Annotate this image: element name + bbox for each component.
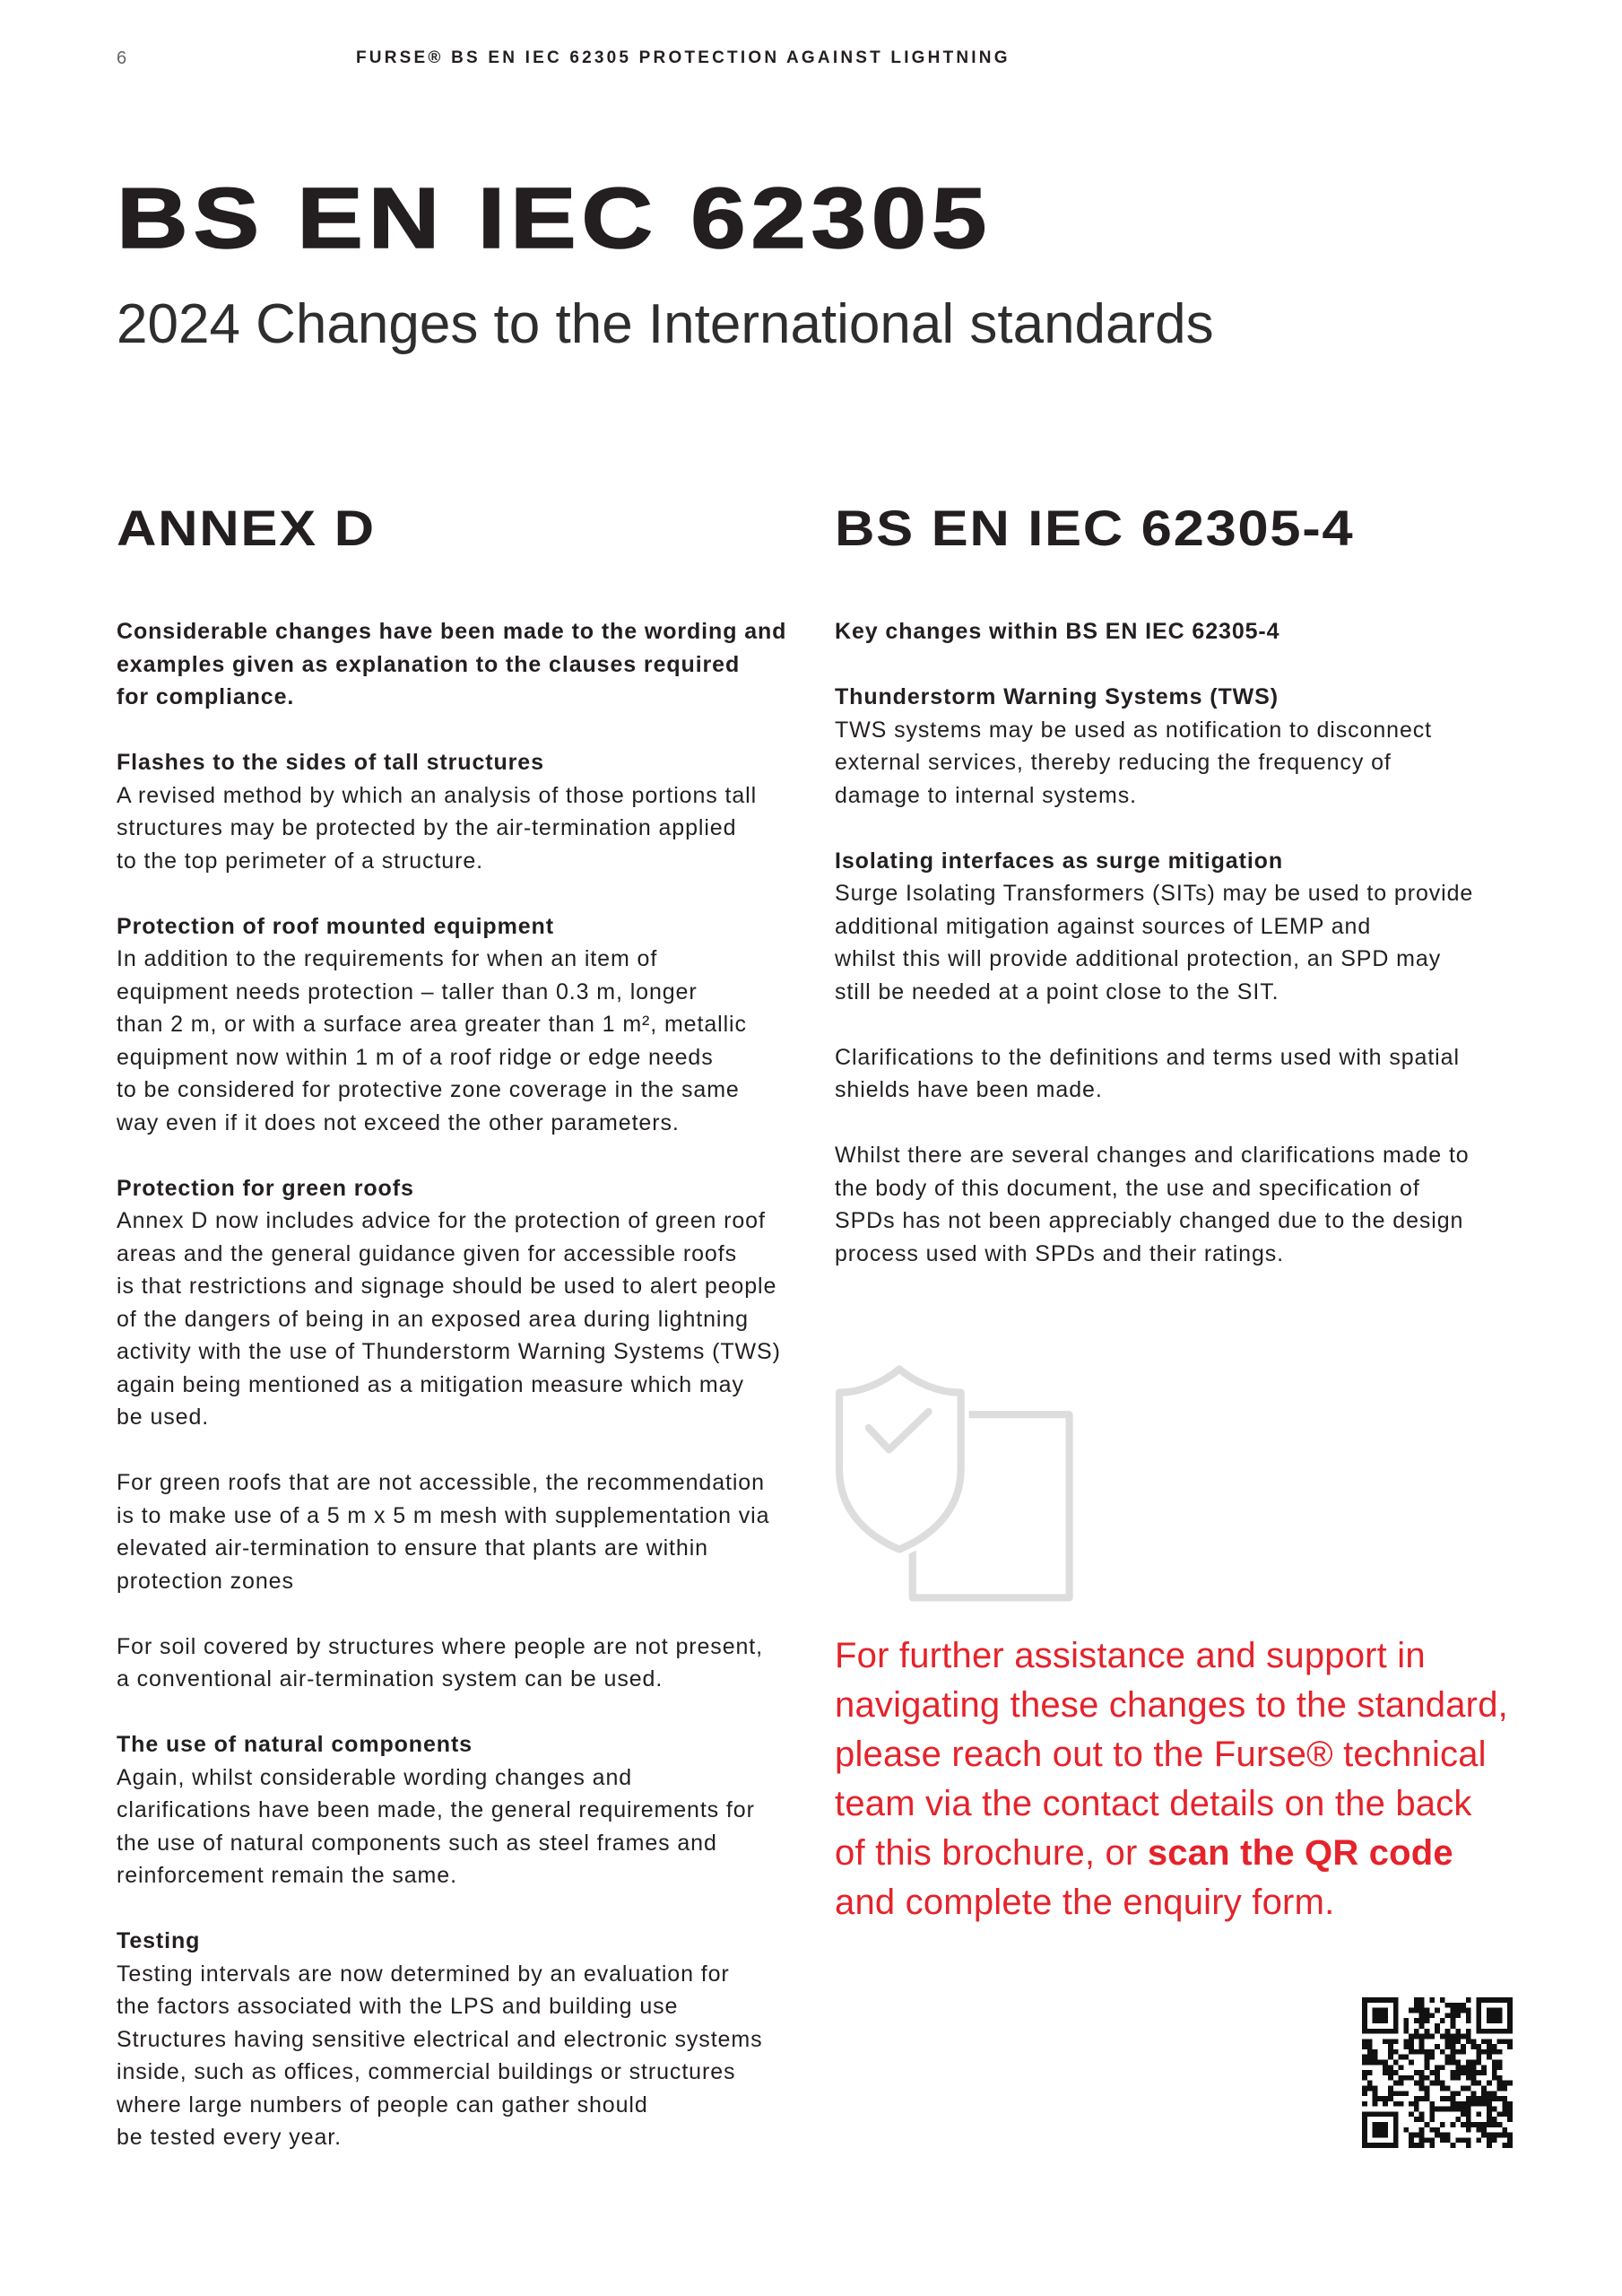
page-number: 6 [117,48,127,68]
section-title: Protection of roof mounted equipment [117,913,554,939]
section-title: Flashes to the sides of tall structures [117,750,544,775]
section-title: The use of natural components [117,1732,473,1757]
section-text: Annex D now includes advice for the protection of green roof areas and the general guidance given for accessible roofs is that restrictions and signage should be used to alert people of the dangers of being in an exposed area during lightning activity with the use of Thunderstorm Warning Systems (TWS) again being mentioned as a mitigation measure which may be used. [117,1208,781,1430]
part-4-paragraph [835,1041,1516,1107]
section-title: Testing [117,1928,201,1953]
annex-d-section [117,910,798,1140]
section-text: Testing intervals are now determined by an evaluation for the factors associated with the LPS and building use Structures having sensitive electrical and electronic systems inside, such as offices, commercial buildings or structures where large numbers of people can gather should be tested every year. [117,1961,763,2150]
section-text: Surge Isolating Transformers (SITs) may be used to provide additional mitigation against sources of LEMP and whilst this will provide additional protection, an SPD may still be needed at a point close to the SIT. [835,881,1474,1004]
callout-text-end: and complete the enquiry form. [835,1882,1335,1922]
section-title: Isolating interfaces as surge mitigation [835,848,1284,874]
section-text: A revised method by which an analysis of those portions tall structures may be protected by the air-termination applied to the top perimeter of a structure. [117,782,758,874]
annex-d-heading: ANNEX D [117,500,376,556]
section-text: For soil covered by structures where people are not present, a conventional air-termination system can be used. [117,1633,764,1692]
annex-d-section [117,1172,798,1434]
part-4-section [835,681,1516,812]
shield-check-icon [828,1359,1080,1608]
section-text: For green roofs that are not accessible, the recommendation is to make use of a 5 m x 5 m mesh with supplementation via elevated air-termination to ensure that plants are within protection zones [117,1470,770,1594]
part-4-heading: BS EN IEC 62305-4 [835,500,1355,556]
callout-text: For further assistance and support in navigating these changes to the standard, please reach out to the Furse® technical team via the contact details on the back of this brochure, or [835,1636,1508,1873]
section-text: In addition to the requirements for when an item of equipment needs protection – taller than 0.3 m, longer than 2 m, or with a surface area greater than 1 m², metallic equipment now within 1 m of a roof ridge or edge needs to be considered for protective zone coverage in the same way even if it does not exceed the other parameters. [117,946,747,1135]
qr-code-modules [1362,1997,1513,2148]
section-title: Thunderstorm Warning Systems (TWS) [835,684,1279,709]
annex-d-intro: Considerable changes have been made to the wording and examples given as explanation to the clauses required for compliance. [117,619,787,709]
running-header: FURSE® BS EN IEC 62305 PROTECTION AGAINST LIGHTNING [356,48,1010,67]
qr-call-to-action: scan the QR code [1147,1832,1453,1873]
annex-d-section [117,1728,798,1892]
annex-d-section [117,1925,798,2154]
qr-code [1362,1997,1513,2148]
section-text: Clarifications to the definitions and terms used with spatial shields have been made. [835,1044,1460,1102]
section-title: Protection for green roofs [117,1175,414,1201]
page-title: BS EN IEC 62305 [117,170,993,266]
part-4-section [835,845,1516,1009]
section-text: Again, whilst considerable wording changes and clarifications have been made, the general requirements for the use of natural components such as steel frames and reinforcement remain the same. [117,1764,755,1888]
support-callout [835,1631,1508,1926]
part-4-paragraph [835,1139,1516,1270]
annex-d-section [117,746,798,877]
annex-d-paragraph [117,1466,798,1597]
part-4-column [835,615,1516,1270]
section-text: Whilst there are several changes and clarifications made to the body of this document, the use and specification of SPDs has not been appreciably changed due to the design process used with SPDs and their ratings. [835,1143,1470,1266]
part-4-intro: Key changes within BS EN IEC 62305-4 [835,619,1280,644]
section-text: TWS systems may be used as notification to disconnect external services, thereby reducing the frequency of damage to internal systems. [835,717,1433,808]
annex-d-paragraph [117,1631,798,1696]
page-subtitle: 2024 Changes to the International standards [117,293,1214,355]
annex-d-column [117,615,798,2154]
